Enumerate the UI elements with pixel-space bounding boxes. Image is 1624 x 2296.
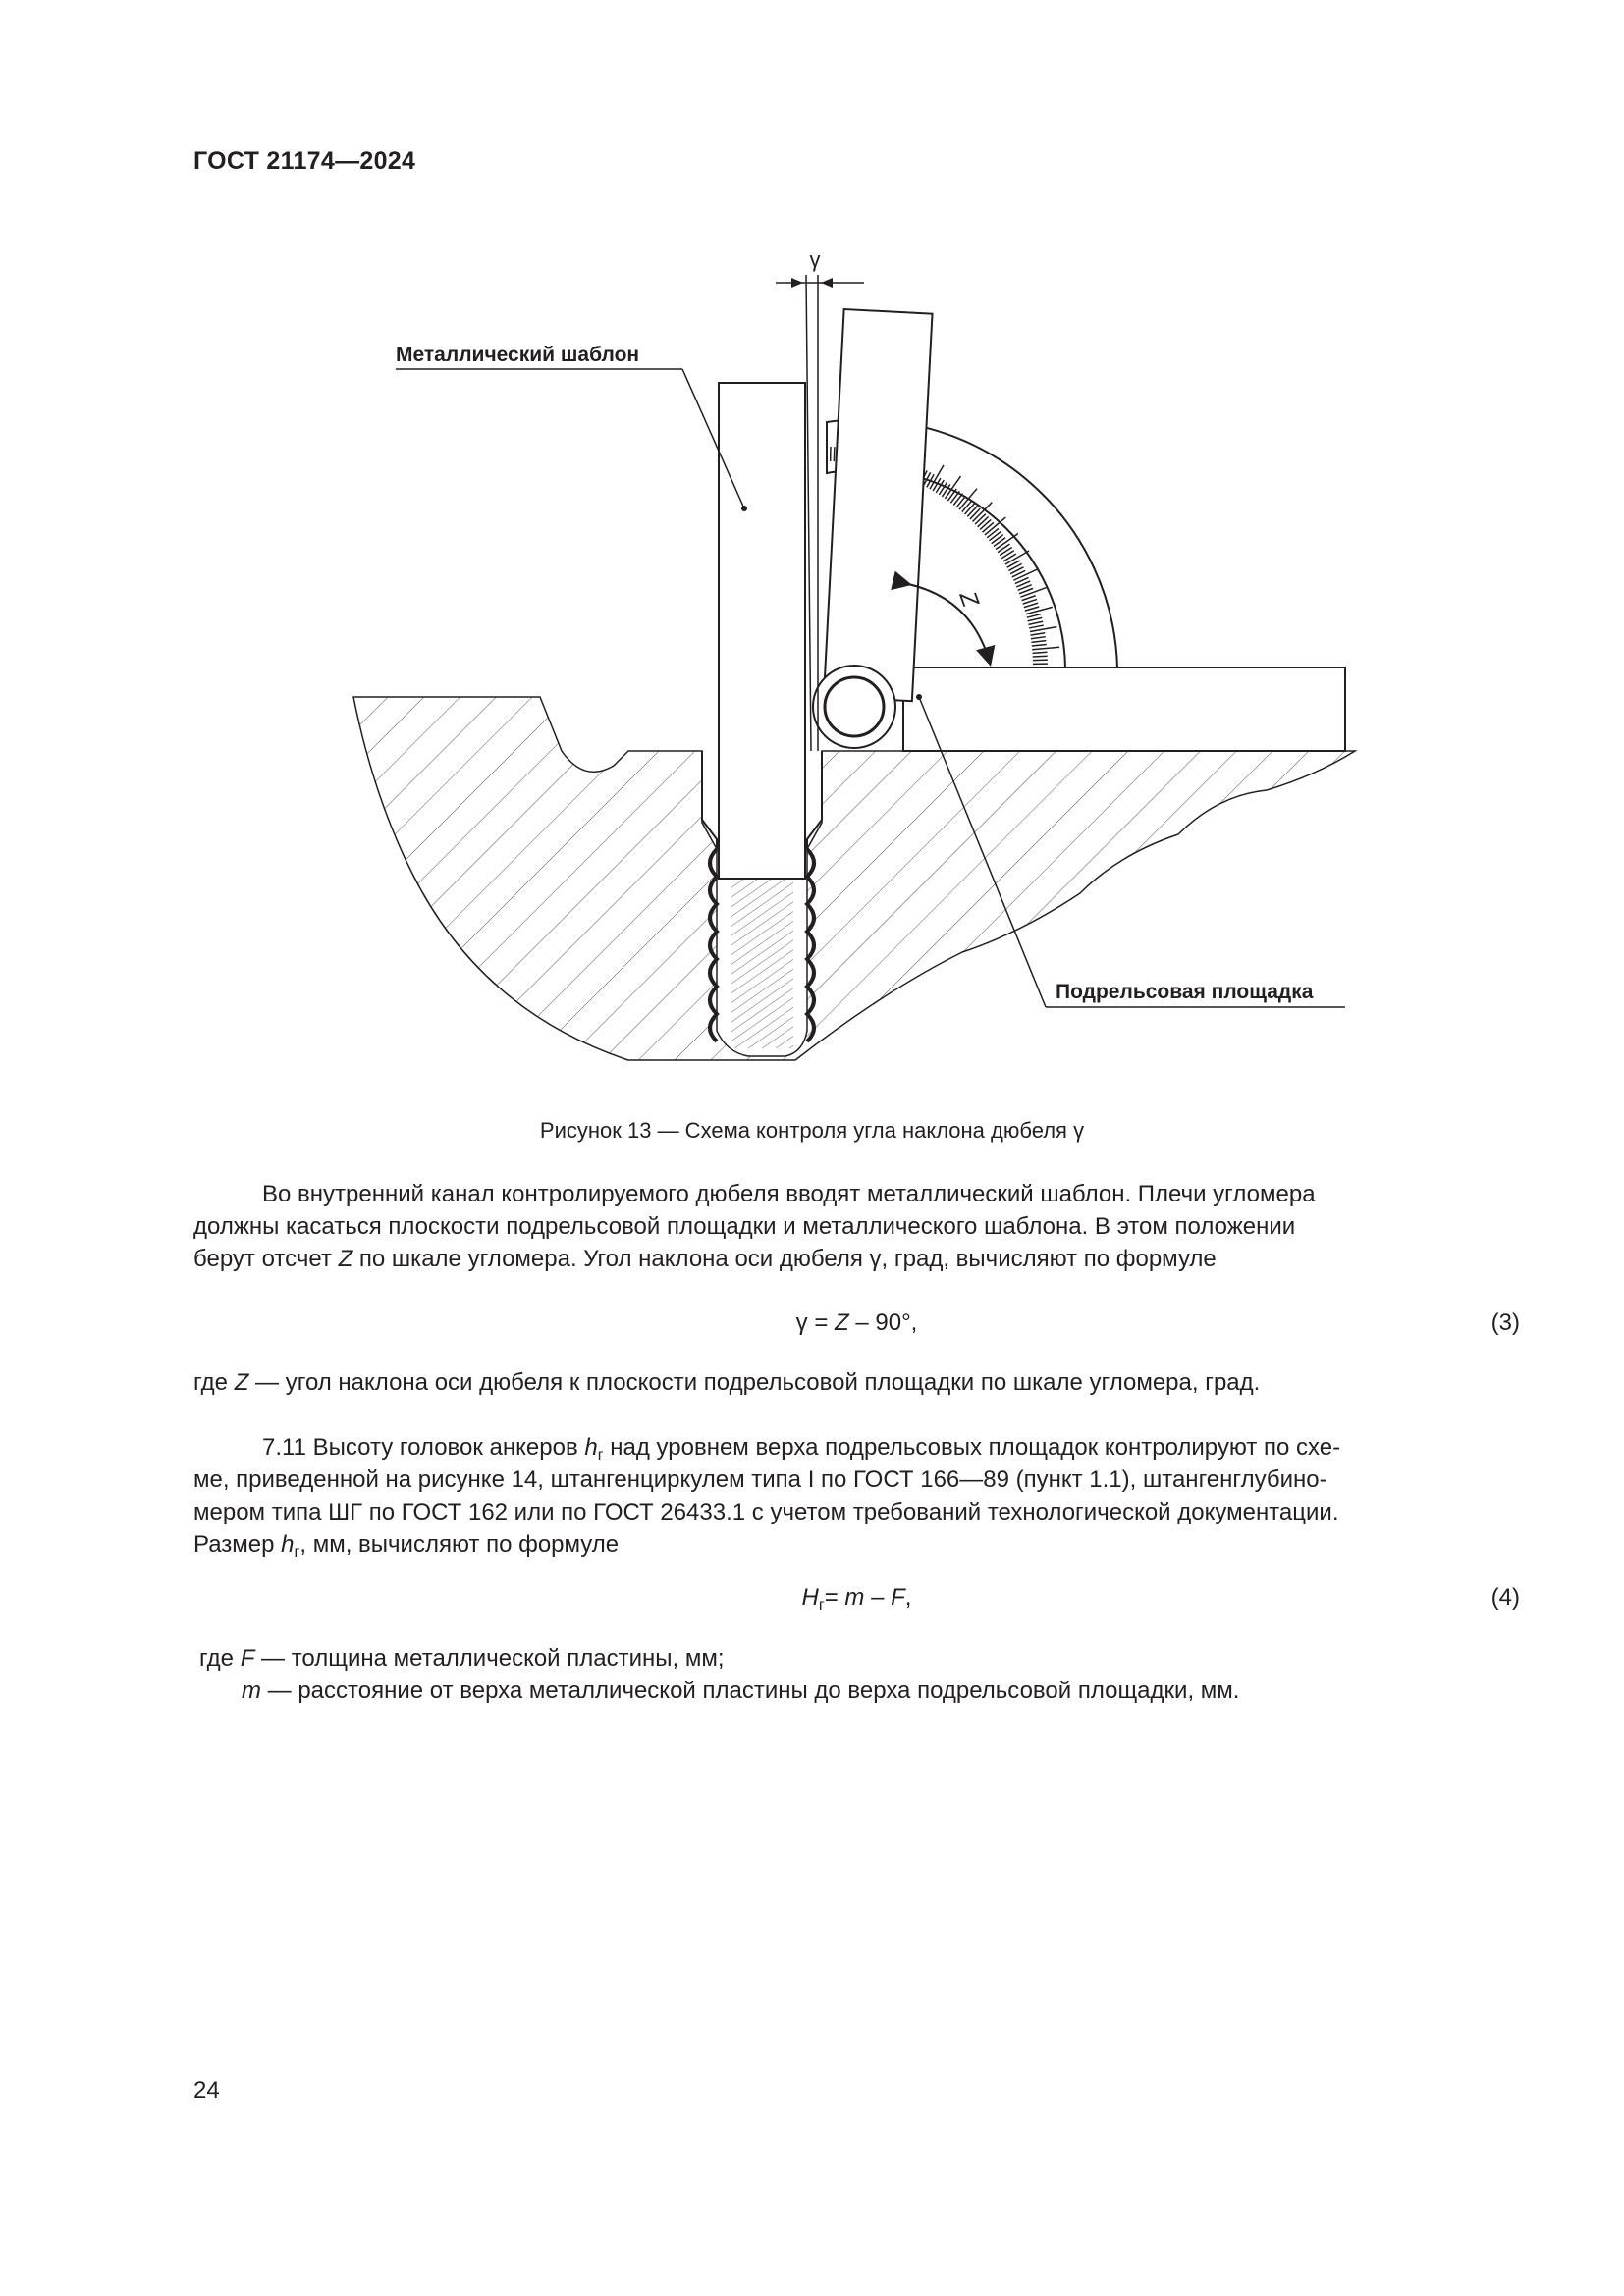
protractor-tick (1032, 647, 1059, 649)
protractor-tick (1001, 551, 1014, 559)
protractor-tick (1026, 607, 1053, 614)
protractor-tick (998, 544, 1009, 552)
formula-3-expression: γ = Z – 90°, (795, 1309, 918, 1336)
protractor-tick (965, 504, 975, 514)
rail-seat-plate (903, 667, 1345, 751)
formula-3-number: (3) (1490, 1309, 1520, 1336)
protractor-tick (1025, 607, 1039, 611)
document-header: ГОСТ 21174—2024 (193, 147, 416, 175)
protractor-tick (1032, 644, 1047, 646)
protractor-tick (956, 496, 965, 507)
protractor-tick (1032, 652, 1047, 653)
protractor-tick (1028, 617, 1043, 620)
protractor-tick (996, 533, 1018, 549)
protractor-tick (989, 531, 1001, 540)
protractor-tick (1033, 656, 1048, 657)
protractor-tick (975, 514, 986, 524)
protractor-tick (962, 501, 972, 511)
paragraph-2 (193, 1431, 1520, 1561)
dowel-axis-line (806, 275, 811, 751)
protractor-tick (1028, 621, 1043, 624)
para2-line3: мером типа ШГ по ГОСТ 162 или по ГОСТ 26433.1 с учетом требований технологической документации. (193, 1499, 1339, 1525)
protractor-arm (824, 309, 933, 701)
protractor-tick (1031, 641, 1046, 643)
para2-line1: 7.11 Высоту головок анкеров $h_г$ над уровнем верха подрельсовых площадок контролируют по схе- (262, 1434, 1341, 1464)
protractor-tick (1030, 633, 1045, 635)
protractor-tick (1029, 625, 1044, 628)
protractor-tick (950, 491, 959, 503)
protractor-tick (994, 538, 1005, 547)
dowel-angle-diagram (334, 245, 1375, 1080)
dowel-thread-core (731, 862, 793, 1048)
protractor-pivot-inner (825, 677, 884, 736)
formula-4-number: (4) (1490, 1584, 1520, 1611)
para1-line3: берут отсчет Z по шкале угломера. Угол наклона оси дюбеля γ, град, вычисляют по формуле (193, 1246, 1217, 1272)
gamma-label: γ (809, 247, 821, 272)
protractor-tick (1027, 614, 1042, 618)
metal-template (719, 383, 805, 879)
protractor-tick (1033, 660, 1048, 661)
protractor-tick (834, 447, 835, 461)
protractor-tick (1003, 554, 1016, 561)
label-metal-template: Металлический шаблон (396, 344, 640, 366)
figure-13 (334, 245, 1375, 1080)
protractor-tick (1000, 547, 1012, 555)
protractor-tick (970, 508, 980, 519)
where-z: где Z — угол наклона оси дюбеля к плоскости подрельсовой площадки по шкале угломера, град. (193, 1369, 1261, 1396)
protractor-tick (1031, 637, 1046, 639)
para2-line2: ме, приведенной на рисунке 14, штангенциркулем типа I по ГОСТ 166—89 (пункт 1.1), штангенглубино- (193, 1467, 1327, 1493)
protractor-tick (982, 522, 993, 532)
formula-4-expression: $H_г= m - F$, (801, 1584, 912, 1614)
protractor-tick (980, 519, 991, 529)
protractor-tick (953, 494, 962, 506)
protractor-tick (1024, 603, 1038, 607)
where-f: где F — толщина металлической пластины, мм; (199, 1645, 725, 1672)
protractor-tick (987, 528, 999, 537)
where-m: m — расстояние от верха металлической пластины до верха подрельсовой площадки, мм. (242, 1678, 1240, 1704)
page-number: 24 (193, 2077, 220, 2104)
protractor-tick (978, 517, 989, 527)
label-rail-pad: Подрельсовая площадка (1056, 981, 1314, 1003)
protractor-tick (992, 535, 1003, 544)
protractor-tick (967, 506, 977, 516)
para2-line4: Размер $h_г$, мм, вычисляют по формуле (193, 1531, 620, 1561)
angle-z-label: Z (953, 587, 984, 611)
paragraph-1 (193, 1178, 1520, 1275)
figure-caption: Рисунок 13 — Схема контроля угла наклона дюбеля γ (539, 1118, 1085, 1143)
para1-line2: должны касаться плоскости подрельсовой площадки и металлического шаблона. В этом положении (193, 1213, 1296, 1240)
para1-line1: Во внутренний канал контролируемого дюбеля вводят металлический шаблон. Плечи угломера (262, 1181, 1316, 1207)
